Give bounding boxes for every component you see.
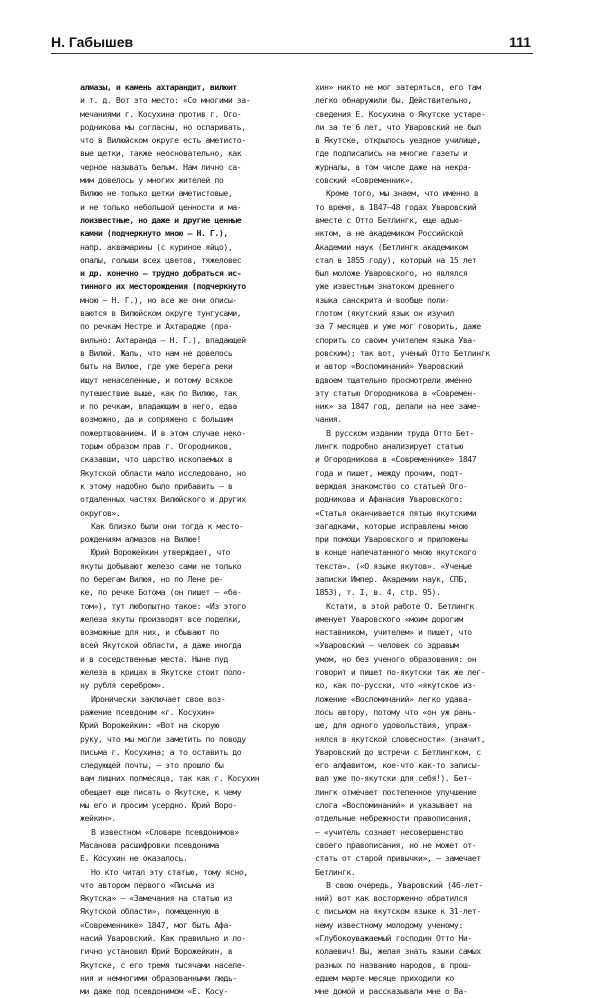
text-line: лоизвестные, но даже и другие ценные (80, 214, 242, 225)
text-line: руку, что мы могли заметить по поводу (80, 733, 246, 744)
text-line: якуты добывают железо сами не только (80, 560, 242, 571)
text-line: ровским); так вот, ученый Отто Бетлингк (315, 347, 490, 358)
header-rule (51, 53, 533, 54)
text-line: Якутской области», помещенную в (80, 906, 219, 917)
text-line: был моложе Уваровского, но являлся (315, 268, 468, 279)
text-line: наставником, учителем» и пишет, что (315, 627, 472, 638)
text-line: сведения Е. Косухина о Якутске устаре- (315, 108, 486, 119)
text-line: по берегам Вилюя, но по Лене ре- (80, 573, 224, 584)
text-line: вал уже по-якутски для себя!). Бет- (315, 773, 472, 784)
text-line: Вилюю не только щетки аметистовые, (80, 188, 233, 199)
text-line: мне домой и рассказывали мне о Ва- (315, 986, 468, 997)
text-line: В русском издании труда Отто Бет- (326, 427, 474, 438)
text-line: напр. аквамарины (с куриное яйцо), (80, 241, 233, 252)
text-line: текста». («О языке якутов». «Ученые (315, 560, 472, 571)
text-line: и по речкам, впадающим в него, едва (80, 401, 237, 412)
text-line: ке, по речке Ботома (он пишет — «ба- (80, 587, 242, 598)
text-line: совский «Современник». (315, 175, 414, 186)
text-line: Юрий Ворожейкин: «Вот на скорую (80, 720, 219, 731)
text-line: что в Вилюйском округе есть аметисто- (80, 135, 246, 146)
text-line: ну рубля серебром». (80, 680, 166, 691)
text-line: железа в крицах в Якутске стоит поло- (80, 667, 246, 678)
text-line: ражение псевдоним «г. Косухин» (80, 706, 215, 717)
text-line: всей Якутской области, а даже иногда (80, 640, 242, 651)
text-line: лось автору, потому что «он уж рань- (315, 706, 477, 717)
text-line: насий Уваровский. Как правильно и ло- (80, 933, 246, 943)
text-line: вильно: Ахтаранда — Н. Г.), впадающей (80, 334, 246, 345)
text-line: спорить со своим учителем языка Ува- (315, 334, 477, 345)
text-line: его алфавитом, кое-что как-то записы- (315, 760, 481, 771)
text-line: своего правописания, но не может от- (315, 839, 477, 850)
text-line: рождениям алмазов на Вилюе! (80, 534, 201, 545)
text-line: железа якуты производят все поделки, (80, 613, 242, 624)
text-line: нему известному молодому ученому: (315, 919, 463, 930)
text-line: в Якутске, открылось уездное училище, (315, 135, 481, 146)
text-line: ищут ненаселенные, и потому всякое (80, 374, 233, 385)
text-line: мечаниями г. Косухина против г. Ого- (80, 108, 242, 119)
text-line: Академии наук (Бетлингк академиком (315, 241, 468, 252)
text-line: сказавши, что царство ископаемых в (80, 454, 233, 465)
text-line: родникова и Афанасия Уваровского: (315, 494, 463, 505)
text-line: том»), тут любопытно такое: «Из этого (80, 600, 246, 611)
text-line: языка санскрита и вообще поли- (315, 294, 450, 305)
text-line: Якутске, с его тремя тысячами населе- (80, 959, 246, 970)
text-line: В свою очередь, Уваровский (46-лет- (326, 879, 483, 890)
header-author: Н. Габышев (51, 34, 134, 50)
text-line: глотом (якутский язык он изучил (315, 308, 454, 319)
text-line: уже известным знатоком древнего (315, 281, 454, 292)
text-line: ко, как по-русски, что «якутское из- (315, 680, 477, 691)
text-line: «Глубокоуважаемый господин Отто Ни- (315, 933, 472, 943)
text-line: «Уваровский — человек со здравым (315, 640, 459, 651)
text-line: быть на Вилюе, где уже берега реки (80, 361, 233, 372)
text-line: камни (подчеркнуто мною — Н. Г.), (80, 228, 228, 239)
text-line: вместе с Отто Бетлингк, еще адью- (315, 214, 463, 225)
text-line: ше, для одного удовольствия, упраж- (315, 720, 472, 731)
text-line: возможные для них, и сбывают по (80, 627, 219, 638)
text-line: торым образом прав г. Огородников, (80, 441, 233, 452)
text-line: В известном «Словаре псевдонимов» (91, 826, 239, 837)
text-line: вые щетки, также неосновательно, как (80, 148, 242, 159)
text-line: Бетлингк. (315, 866, 356, 877)
text-line: отдаленных частях Вилюйского и других (80, 494, 246, 505)
text-line: лингк подробно анализирует статью (315, 441, 463, 452)
text-line: и т. д. Вот это место: «Со многими за- (80, 95, 251, 106)
text-line: загадками, которые исправлены мною (315, 520, 468, 531)
text-line: в конце напечатанного мною якутского (315, 547, 477, 558)
text-line: лингк отмечает постепенное улучшение (315, 786, 477, 797)
text-line: Кстати, в этой работе О. Бетлингк (326, 600, 474, 611)
text-line: верждая знакомство со статьей Ого- (315, 480, 468, 491)
text-line: то время, в 1847–48 годах Уваровский (315, 201, 477, 212)
text-line: черное называть белым. Нам лично са- (80, 161, 242, 172)
text-line: и Огородникова в «Современнике» 1847 (315, 454, 477, 465)
text-line: ми даже под псевдонимом «Е. Косу- (80, 986, 228, 997)
text-line: эту статью Огородникова в «Современ- (315, 387, 477, 398)
text-line: мим довелось у многих жителей по (80, 175, 224, 186)
text-line: нялся в якутской словесности» (значит, (315, 733, 486, 744)
text-line: пожертвованием. И в этом случае неко- (80, 427, 246, 438)
text-line: Кроме того, мы знаем, что именно в (326, 188, 479, 199)
text-line: стал в 1855 году), который на 15 лет (315, 254, 477, 265)
text-line: тинного их месторождения (подчеркнуто (80, 281, 246, 292)
right-column (315, 81, 541, 998)
text-line: стать от старой привычки», — замечает (315, 853, 481, 864)
text-line: возможно, да и сопряжено с большим (80, 414, 233, 425)
text-line: именует Уваровского «моим дорогим (315, 613, 463, 624)
text-line: «Современнике» 1847, мог быть Афа- (80, 919, 233, 930)
running-header (51, 32, 531, 50)
text-line: мы его и просим усердно. Юрий Воро- (80, 800, 237, 811)
text-line: и автор «Воспоминаний» Уваровский (315, 361, 463, 372)
text-line: гично установил Юрий Ворожейкин, в (80, 946, 233, 957)
text-line: разных по названию народов, в прош- (315, 959, 472, 970)
text-line: ложение «Воспоминаний» легко удава- (315, 693, 472, 704)
text-line: в Вилюй. Жаль, что нам не довелось (80, 347, 233, 358)
text-line: Но кто читал эту статью, тому ясно, (91, 866, 248, 877)
text-line: опалы, голыши всех цветов, тяжеловес (80, 254, 242, 265)
text-line: где подписались на многие газеты и (315, 148, 468, 159)
text-line: обещает еще писать о Якутске, к чему (80, 786, 242, 797)
text-line: жейкин». (80, 813, 116, 824)
text-line: ний) вот как восторженно обратился (315, 893, 468, 904)
text-line: чания. (315, 414, 342, 425)
text-line: «Статья оканчивается пятью якутскими (315, 507, 477, 518)
text-line: родникова мы согласны, но оспаривать, (80, 121, 246, 132)
text-line: хин» никто не мог затеряться, его там (315, 82, 481, 92)
text-line: легко обнаружили бы. Действительно, (315, 95, 472, 106)
text-line: что автором первого «Письма из (80, 879, 215, 890)
text-line: записки Импер. Академии наук, СПБ, (315, 573, 468, 584)
text-line: едшем марте месяце приходили ко (315, 972, 454, 983)
text-line: ник» за 1847 год, делали на нее заме- (315, 401, 481, 412)
page-number: 111 (509, 34, 531, 50)
text-line: и в соседственные места. Ныне пуд (80, 653, 228, 664)
left-column (80, 81, 306, 998)
text-line: и др. конечно — трудно добраться ис- (80, 268, 242, 279)
text-line: колаевич! Вы, желая знать языки самых (315, 946, 481, 957)
text-line: отдельные небрежности правописания, (315, 813, 472, 824)
text-line: умом, но без ученого образования: он (315, 653, 477, 664)
text-line: алмазы, и камень ахтарандит, вилюит (80, 82, 237, 92)
text-line: путешествие выше, как по Вилюю, так (80, 387, 237, 398)
text-line: письма г. Косухина; а то оставить до (80, 746, 242, 757)
text-line: Масанова расшифровки псевдонима (80, 839, 219, 850)
text-line: Юрий Ворожейкин утверждает, что (91, 547, 230, 558)
text-line: по речкам Нестре и Ахтарадже (пра- (80, 321, 233, 332)
text-line: Е. Косухин не оказалось. (80, 853, 188, 864)
text-line: года и пишет, между прочим, подт- (315, 467, 463, 478)
text-line: — «учитель сознает несовершенство (315, 826, 463, 837)
text-line: говорит и пишет по-якутски так же лег- (315, 667, 486, 678)
text-line: Якутска» — «Замечания на статью из (80, 893, 233, 904)
text-line: ния и немногими образованными людь- (80, 972, 237, 983)
text-line: Как близко были они тогда к место- (91, 520, 244, 531)
text-line: мною — Н. Г.), но все же они описы- (80, 294, 237, 305)
text-line: ваются в Вилюйском округе тунгусами, (80, 308, 242, 319)
text-line: при помощи Уваровского и приложены (315, 534, 468, 545)
text-line: округов». (80, 507, 121, 518)
text-line: за 7 месяцев и уже мог говорить, даже (315, 321, 481, 332)
text-line: нктом, а не академиком Российской (315, 228, 463, 239)
text-line: журналы, в том числе даже на некра- (315, 161, 472, 172)
text-line: с письмом на якутском языке к 31-лет- (315, 906, 481, 917)
text-line: Якутской области мало исследовано, но (80, 467, 246, 478)
text-line: Иронически заключает свое воз- (91, 693, 226, 704)
text-line: к этому надобно было прибавить — в (80, 480, 233, 491)
text-line: следующей почты, — это прошло бы (80, 760, 224, 771)
text-line: вдвоем тщательно просмотрели именно (315, 374, 472, 385)
text-line: вам лишних полмесяца, так как г. Косухин (80, 773, 260, 784)
text-line: и не только небольшой ценности и ма- (80, 201, 242, 212)
text-line: слога «Воспоминаний» и указывает на (315, 800, 472, 811)
text-line: 1853), т. I, в. 4, стр. 95). (315, 587, 441, 598)
text-line: Уваровский до встречи с Бетлингком, с (315, 746, 481, 757)
text-line: ли за те 6 лет, что Уваровский не был (315, 121, 481, 132)
